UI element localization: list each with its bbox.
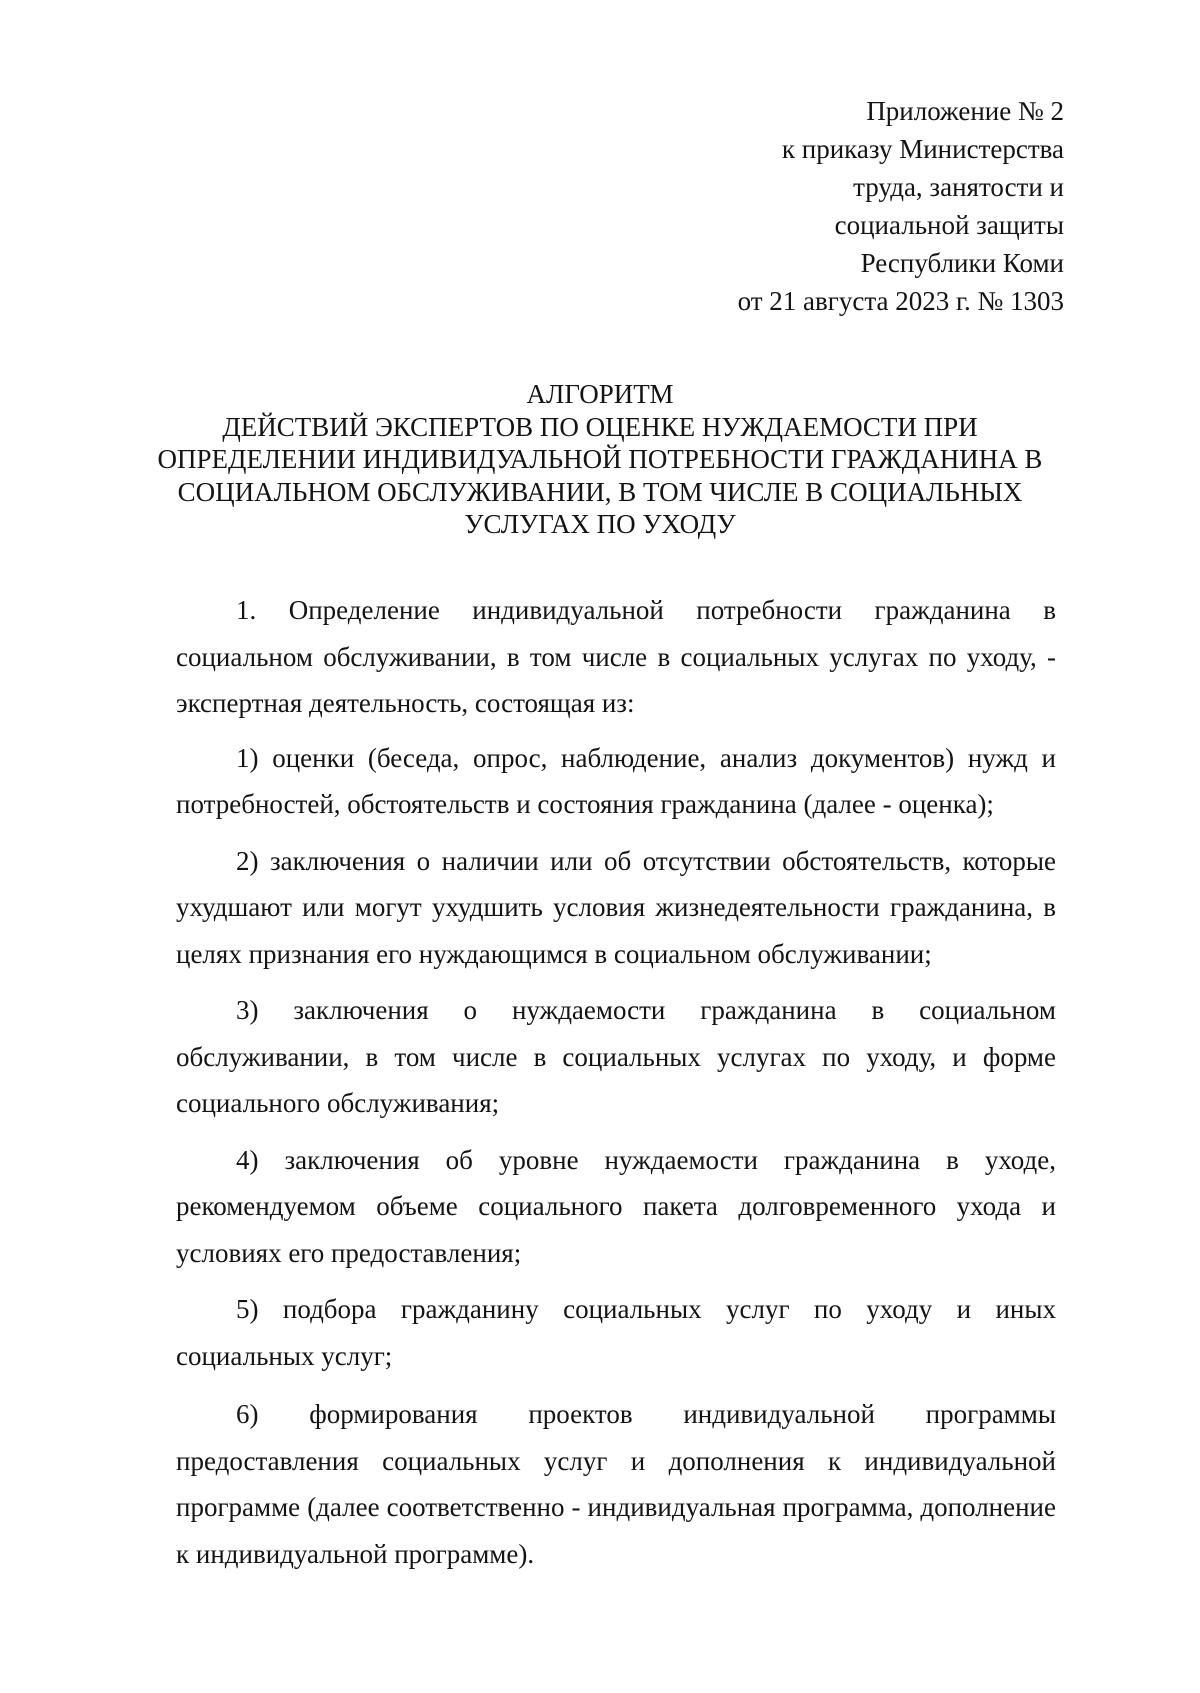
appendix-line: труда, занятости и: [853, 172, 1064, 202]
appendix-line: к приказу Министерства: [781, 134, 1064, 164]
title-line: УСЛУГАХ ПО УХОДУ: [464, 509, 736, 539]
title-line: СОЦИАЛЬНОМ ОБСЛУЖИВАНИИ, В ТОМ ЧИСЛЕ В СОЦИАЛЬНЫХ: [177, 476, 1023, 507]
document-body: [176, 587, 1056, 1587]
appendix-line: Приложение № 2: [866, 96, 1064, 126]
title-line: ОПРЕДЕЛЕНИИ ИНДИВИДУАЛЬНОЙ ПОТРЕБНОСТИ ГРАЖДАНИНА В: [157, 444, 1043, 474]
title-line: АЛГОРИТМ: [526, 379, 674, 409]
list-item: 5) подбора гражданину социальных услуг по уходу и иных социальных услуг;: [176, 1294, 1056, 1371]
appendix-header: [604, 92, 1064, 320]
document-title: [140, 378, 1060, 541]
appendix-line: Республики Коми: [860, 248, 1064, 278]
list-item: 4) заключения об уровне нуждаемости гражданина в уходе, рекомендуемом объеме социального пакета долговременного ухода и условиях его предоставления;: [176, 1144, 1056, 1268]
list-item: 6) формирования проектов индивидуальной программы предоставления социальных услуг и дополнения к индивидуальной программе (далее соответственно - индивидуальная программа, дополнение к индивидуальной программе).: [176, 1399, 1056, 1569]
intro-paragraph: 1. Определение индивидуальной потребности гражданина в социальном обслуживании, в том числе в социальных услугах по уходу, - экспертная деятельность, состоящая из:: [176, 595, 1056, 718]
list-item: 3) заключения о нуждаемости гражданина в социальном обслуживании, в том числе в социальных услугах по уходу, и форме социального обслуживания;: [176, 995, 1056, 1118]
appendix-line: социальной защиты: [834, 210, 1064, 240]
list-item: 1) оценки (беседа, опрос, наблюдение, анализ документов) нужд и потребностей, обстоятельств и состояния гражданина (далее - оценка);: [176, 742, 1056, 819]
appendix-line: от 21 августа 2023 г. № 1303: [737, 286, 1064, 316]
title-line: ДЕЙСТВИЙ ЭКСПЕРТОВ ПО ОЦЕНКЕ НУЖДАЕМОСТИ ПРИ: [222, 411, 978, 442]
list-item: 2) заключения о наличии или об отсутствии обстоятельств, которые ухудшают или могут ухудшить условия жизнедеятельности гражданина, в целях признания его нуждающимся в социальном обслуживании;: [176, 845, 1056, 969]
